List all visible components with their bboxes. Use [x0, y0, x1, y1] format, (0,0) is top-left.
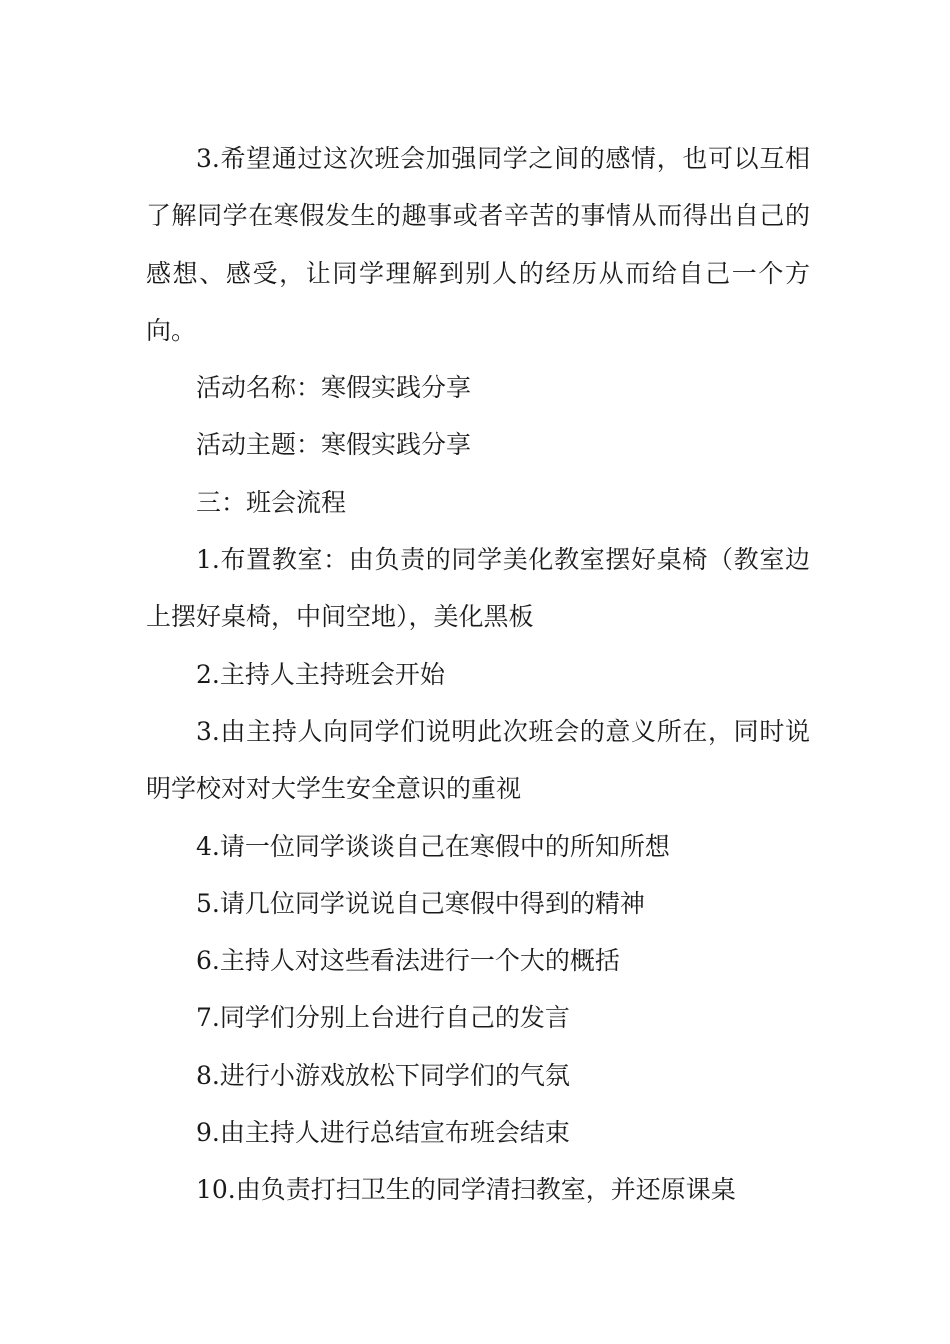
list-item-3: 3.由主持人向同学们说明此次班会的意义所在，同时说明学校对对大学生安全意识的重视	[146, 716, 810, 804]
list-item-6: 6.主持人对这些看法进行一个大的概括	[196, 946, 620, 976]
list-item-10: 10.由负责打扫卫生的同学清扫教室，并还原课桌	[196, 1175, 736, 1205]
list-item-9: 9.由主持人进行总结宣布班会结束	[196, 1118, 570, 1148]
list-item-1: 1.布置教室：由负责的同学美化教室摆好桌椅（教室边上摆好桌椅，中间空地），美化黑板	[146, 545, 810, 632]
list-item-2: 2.主持人主持班会开始	[196, 659, 445, 689]
list-item-8: 8.进行小游戏放松下同学们的气氛	[196, 1060, 570, 1090]
list-item-7: 7.同学们分别上台进行自己的发言	[196, 1003, 570, 1033]
document-body	[146, 130, 810, 1219]
section-heading-process: 三：班会流程	[196, 487, 347, 517]
paragraph-activity-name: 活动名称：寒假实践分享	[196, 373, 472, 403]
list-item-5: 5.请几位同学说说自己寒假中得到的精神	[196, 888, 645, 918]
list-item-4: 4.请一位同学谈谈自己在寒假中的所知所想	[196, 831, 670, 861]
paragraph-goal-3: 3.希望通过这次班会加强同学之间的感情，也可以互相了解同学在寒假发生的趣事或者辛苦的事情从而得出自己的感想、感受，让同学理解到别人的经历从而给自己一个方向。	[146, 144, 810, 345]
paragraph-activity-theme: 活动主题：寒假实践分享	[196, 430, 472, 460]
